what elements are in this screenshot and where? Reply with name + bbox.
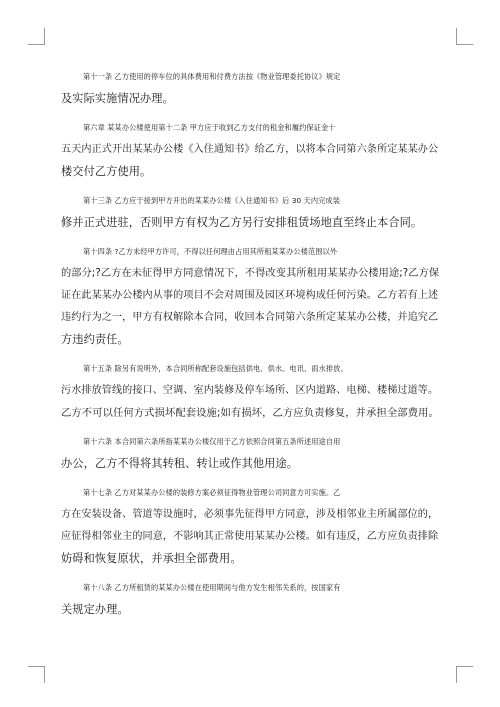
paragraph-line: 证在此某某办公楼内从事的项目不会对周围及园区环境构成任何污染。乙方若有上述	[61, 290, 439, 301]
paragraph-line: 第十一条 乙方使用的停车位的具体费用和付费方法按《物业管理委托协议》规定	[83, 72, 341, 81]
paragraph-line: 第十六条 本合同第六条所指某某办公楼仅用于乙方依照合同第五条所述用途自用	[83, 437, 341, 446]
paragraph-line: 乙方不可以任何方式损坏配套设施;如有损坏，乙方应负责修复，并承担全部费用。	[61, 407, 439, 419]
paragraph-line: 妨碍和恢复原状，并承担全部费用。	[61, 552, 242, 565]
paragraph-line: 及实际实施情况办理。	[61, 92, 174, 105]
paragraph-line: 楼交付乙方使用。	[61, 165, 152, 178]
paragraph-p6	[61, 431, 439, 475]
paragraph-line: 第十八条 乙方所租赁的某某办公楼在使用期间与他方发生相邻关系的，按国家有	[83, 583, 341, 592]
paragraph-p5	[61, 358, 439, 424]
paragraph-line: 办公，乙方不得将其转租、转让或作其他用途。	[61, 457, 299, 470]
crop-mark-bottom-left	[28, 666, 45, 683]
paragraph-p8	[61, 577, 439, 621]
paragraph-line: 修并正式进驻，否则甲方有权为乙方另行安排租赁场地直至终止本合同。	[61, 216, 423, 229]
paragraph-line: 第十三条 乙方应于接到甲方开出的某某办公楼《入住通知书》后 30 天内完成装	[83, 196, 340, 205]
paragraph-p2	[61, 117, 439, 183]
paragraph-line: 的部分;?乙方在未征得甲方同意情况下，不得改变其所租用某某办公楼用途;?乙方保	[61, 268, 440, 279]
crop-mark-bottom-right	[456, 666, 473, 683]
paragraph-p1	[61, 66, 439, 110]
paragraph-line: 污水排放管线的接口、空调、室内装修及停车场所、区内道路、电梯、楼梯过道等。	[61, 385, 439, 396]
paragraph-line: 五天内正式开出某某办公楼《入住通知书》给乙方，以将本合同第六条所定某某办公	[61, 144, 439, 155]
paragraph-line: 第十五条 除另有说明外，本合同所称配套设施包括供电、供水、电讯、雨水排放、	[83, 364, 348, 373]
paragraph-line: 违约行为之一，甲方有权解除本合同，收回本合同第六条所定某某办公楼，并追究乙	[61, 312, 439, 323]
paragraph-line: 应征得相邻业主的同意，不影响其正常使用某某办公楼。如有违反，乙方应负责排除	[61, 531, 439, 542]
crop-mark-top-left	[28, 28, 45, 45]
paragraph-p4	[61, 241, 439, 351]
paragraph-p3	[61, 190, 439, 234]
paragraph-line: 第十四条 ?乙方未经甲方许可，不得以任何理由占用其所租某某办公楼范围以外	[83, 247, 338, 256]
paragraph-line: 方在安装设备、管道等设施时，必须事先征得甲方同意，涉及相邻业主所属部位的，	[61, 509, 439, 520]
paragraph-line: 方违约责任。	[61, 333, 129, 346]
document-body	[61, 66, 439, 628]
paragraph-line: 第六章 某某办公楼使用第十二条 甲方应于收到乙方支付的租金和履约保证金十	[83, 123, 336, 132]
paragraph-line: 关规定办理。	[61, 603, 129, 616]
paragraph-line: 第十七条 乙方对某某办公楼的装修方案必须征得物业管理公司同意方可实施。乙	[83, 488, 341, 497]
crop-mark-top-right	[456, 28, 473, 45]
paragraph-p7	[61, 482, 439, 570]
